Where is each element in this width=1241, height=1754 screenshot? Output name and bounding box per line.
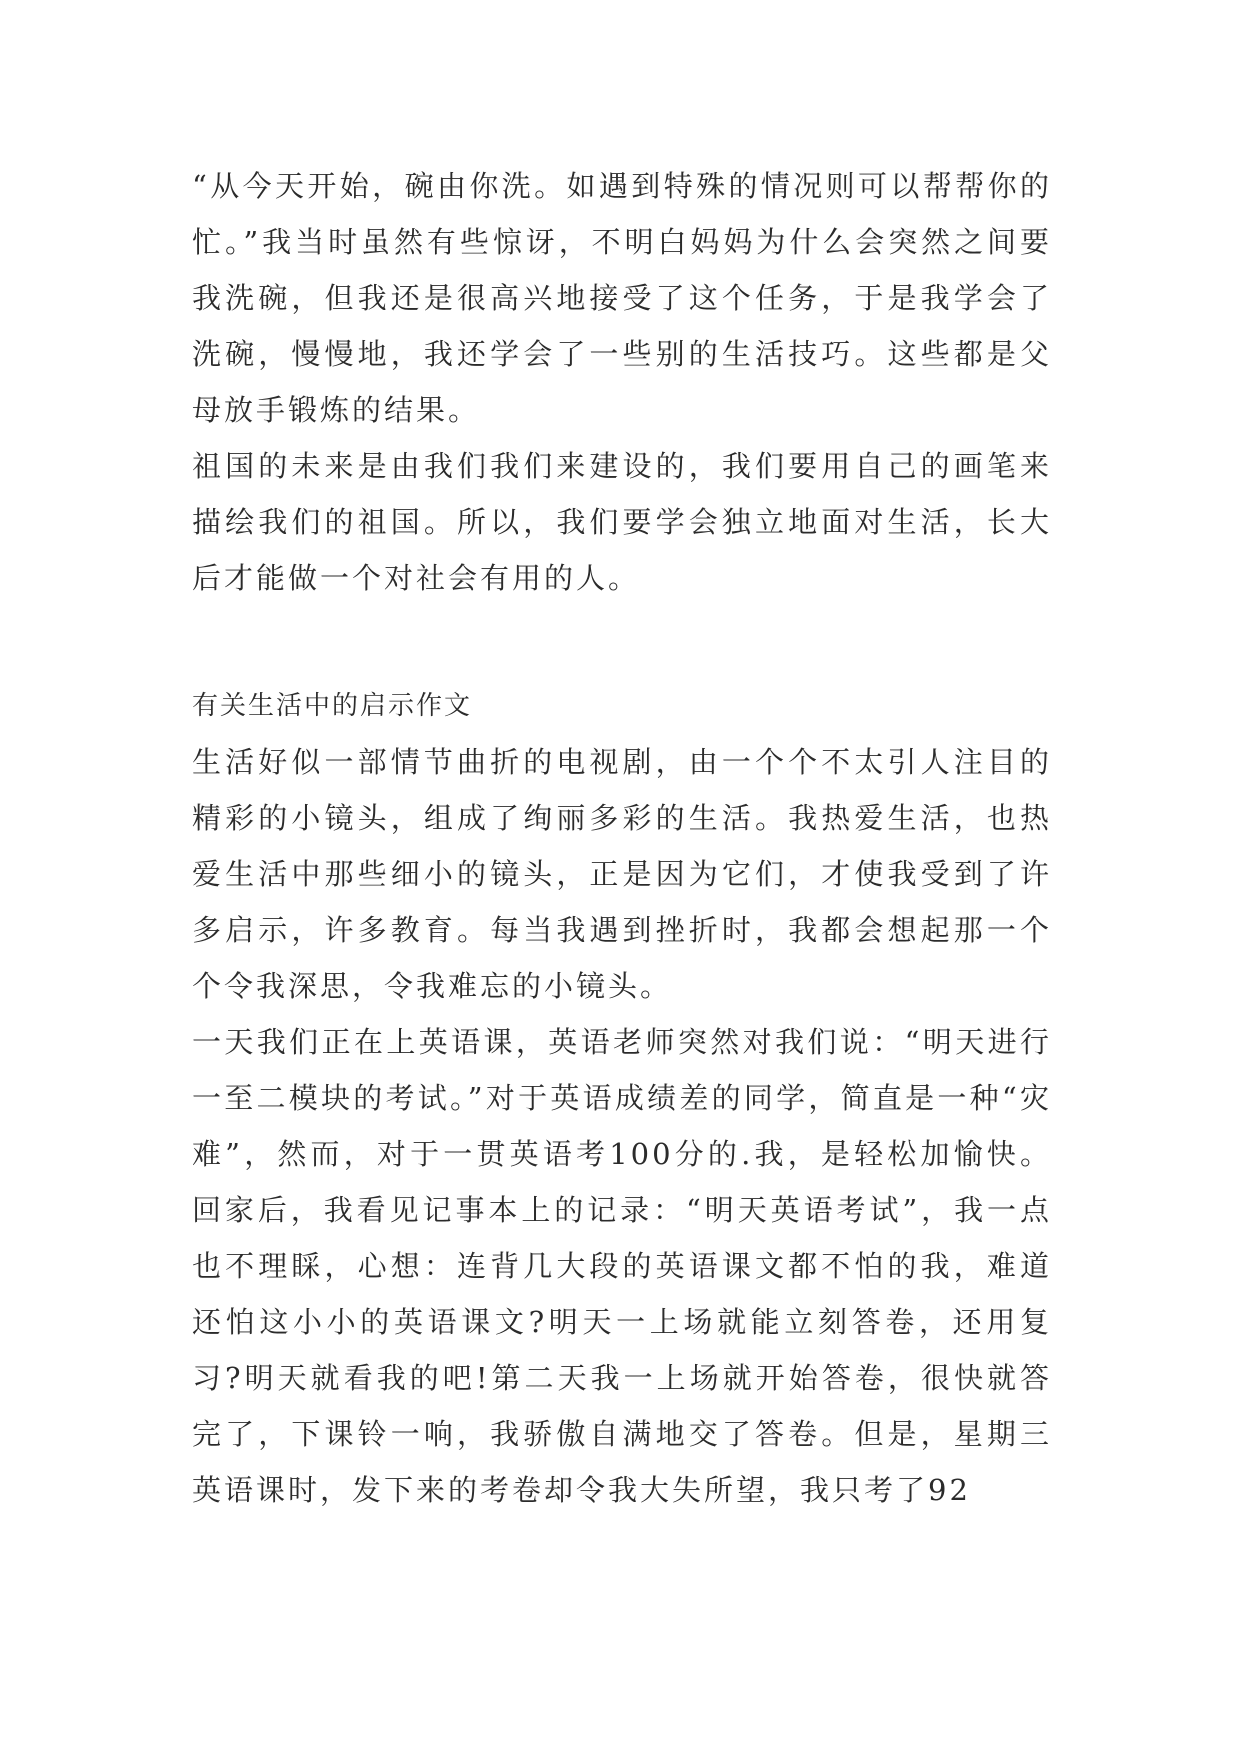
- essay-part-1: [192, 158, 1052, 606]
- essay-title: 有关生活中的启示作文: [192, 691, 473, 721]
- paragraph: 祖国的未来是由我们我们来建设的，我们要用自己的画笔来描绘我们的祖国。所以，我们要学会独立地面对生活，长大后才能做一个对社会有用的人。: [192, 449, 1052, 595]
- paragraph: 一天我们正在上英语课，英语老师突然对我们说：“明天进行一至二模块的考试。”对于英语成绩差的同学，简直是一种“灾难”，然而，对于一贯英语考100分的.我，是轻松加愉快。回家后，我看见记事本上的记录：“明天英语考试”，我一点也不理睬，心想：连背几大段的英语课文都不怕的我，难道还怕这小小的英语课文?明天一上场就能立刻答卷，还用复习?明天就看我的吧!第二天我一上场就开始答卷，很快就答完了，下课铃一响，我骄傲自满地交了答卷。但是，星期三英语课时，发下来的考卷却令我大失所望，我只考了92: [192, 1025, 1052, 1507]
- essay-part-2: [192, 678, 1052, 1518]
- paragraph: “从今天开始，碗由你洗。如遇到特殊的情况则可以帮帮你的忙。”我当时虽然有些惊讶，不明白妈妈为什么会突然之间要我洗碗，但我还是很高兴地接受了这个任务，于是我学会了洗碗，慢慢地，我还学会了一些别的生活技巧。这些都是父母放手锻炼的结果。: [192, 169, 1052, 427]
- paragraph: 生活好似一部情节曲折的电视剧，由一个个不太引人注目的精彩的小镜头，组成了绚丽多彩的生活。我热爱生活，也热爱生活中那些细小的镜头，正是因为它们，才使我受到了许多启示，许多教育。每当我遇到挫折时，我都会想起那一个个令我深思，令我难忘的小镜头。: [192, 745, 1052, 1003]
